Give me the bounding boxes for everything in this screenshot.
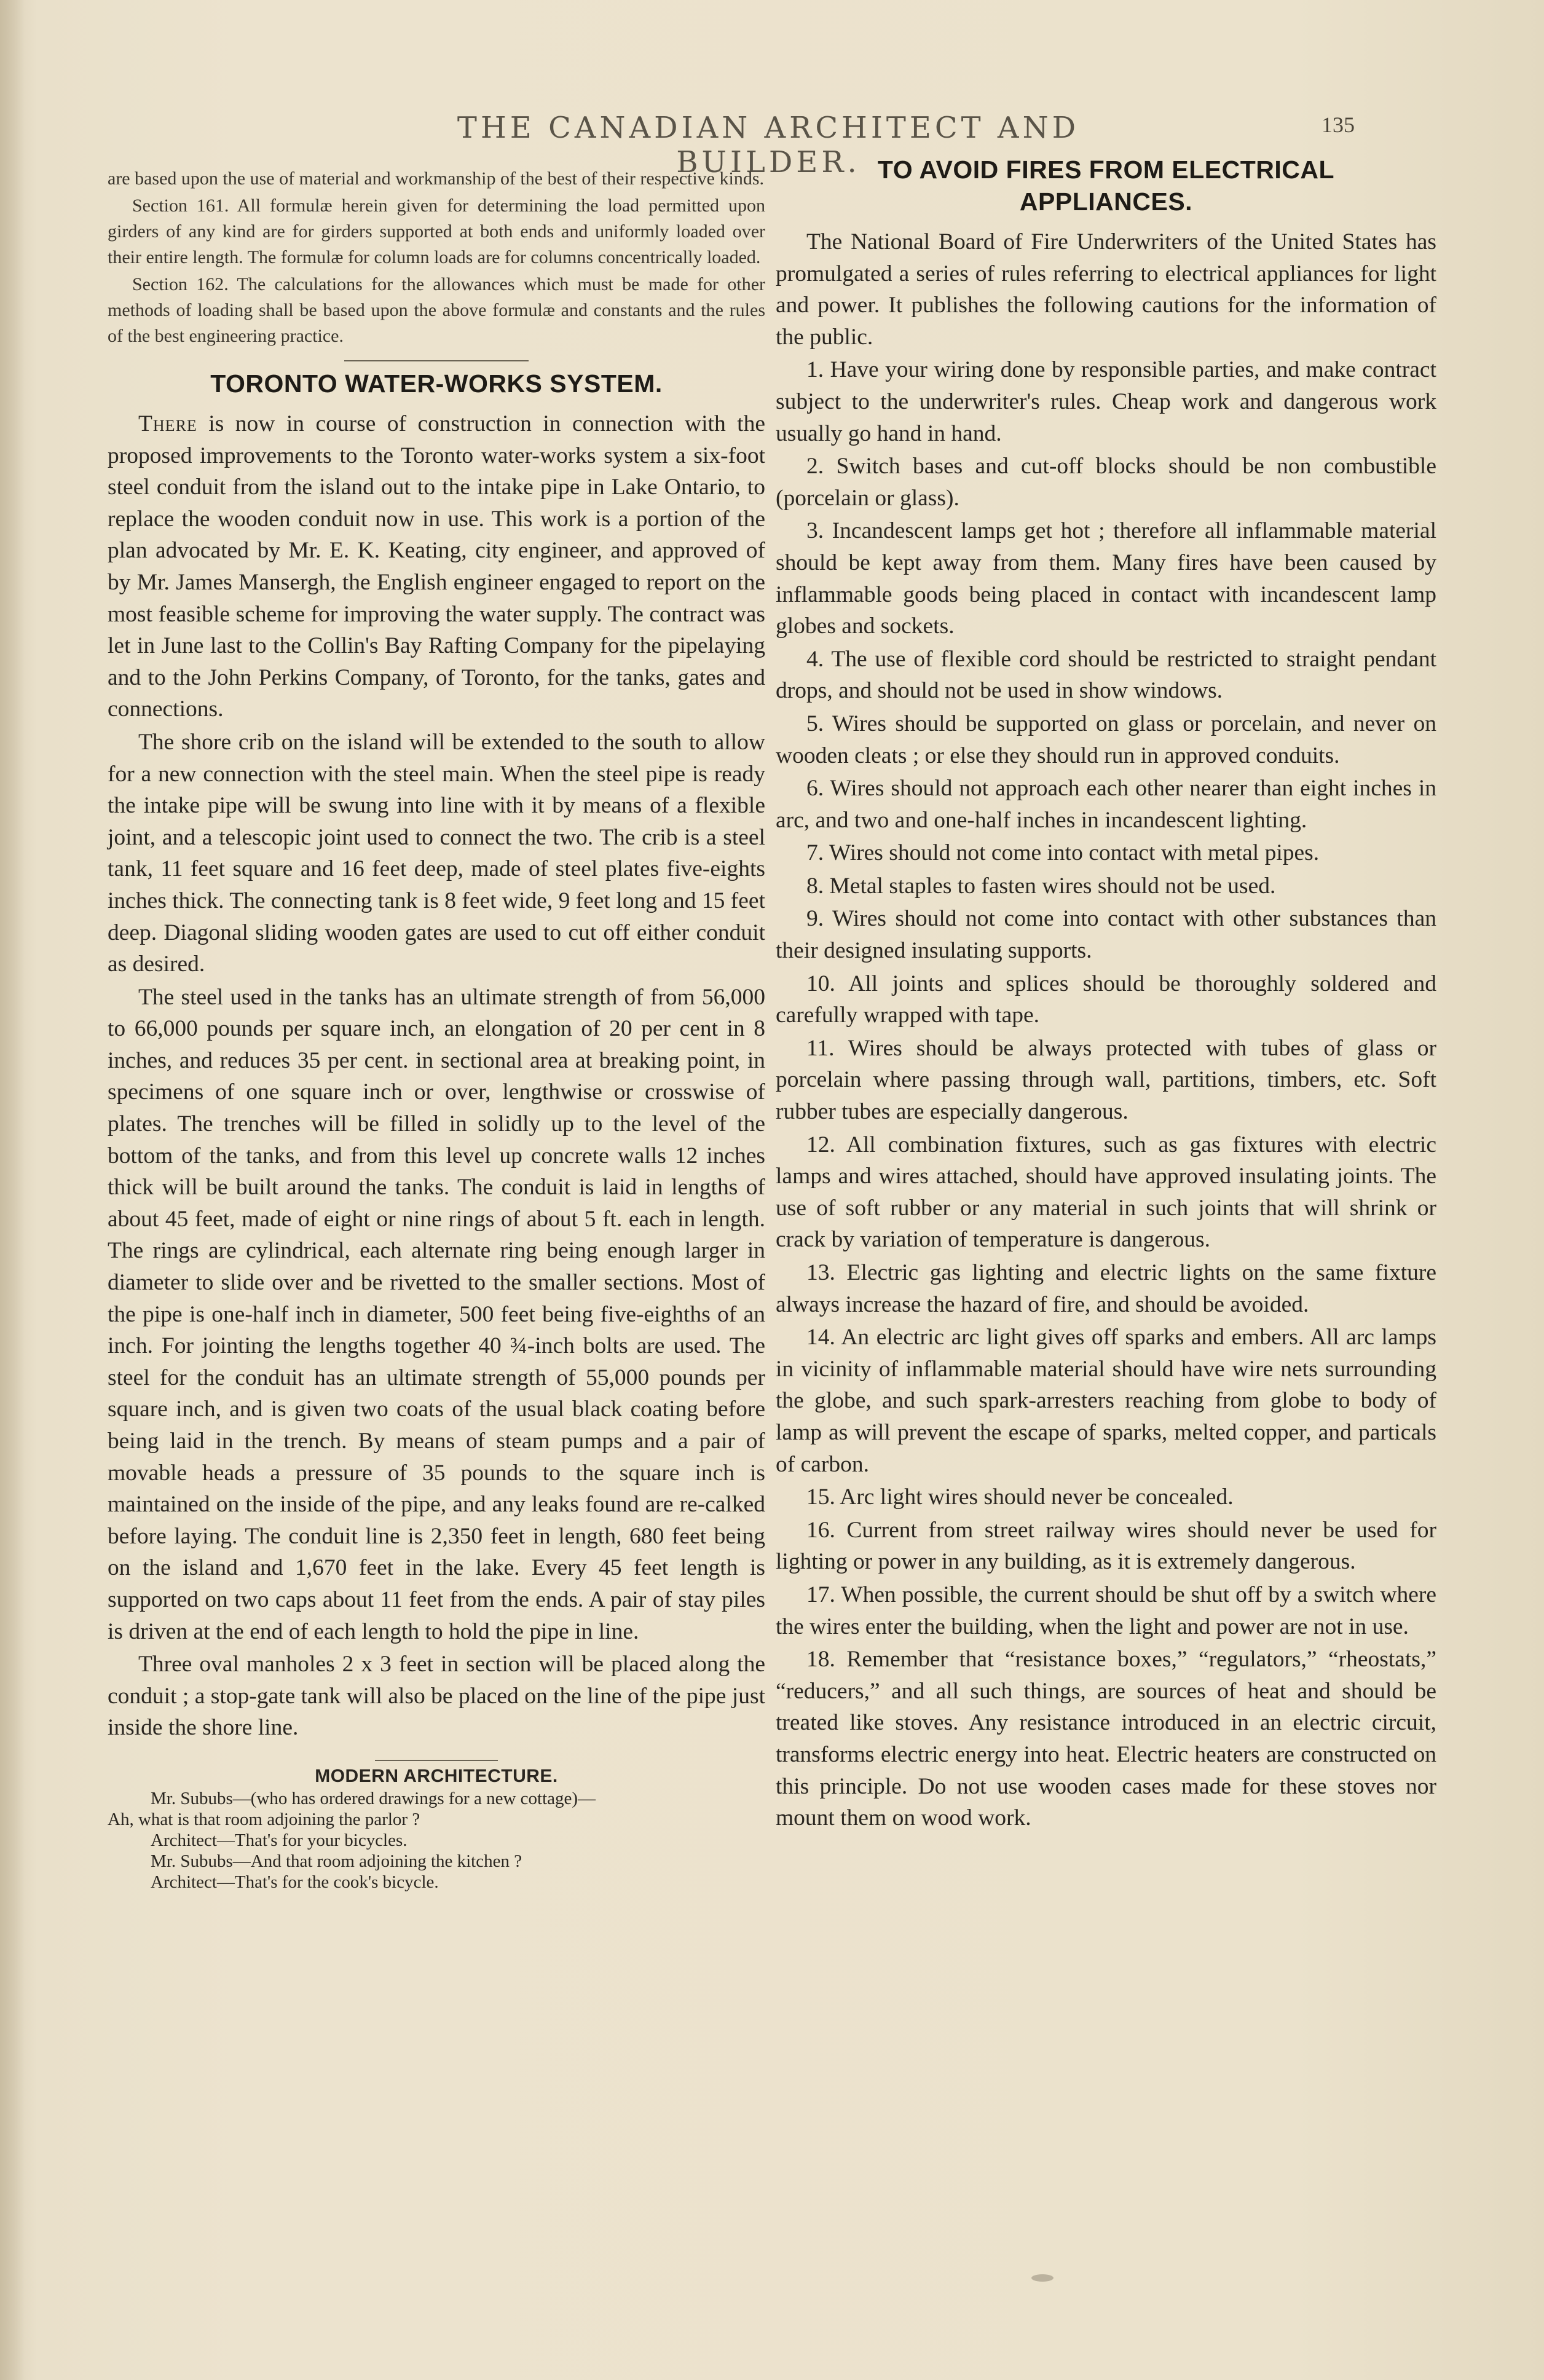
- dialogue-line: Architect—That's for the cook's bicycle.: [151, 1872, 439, 1892]
- waterworks-paragraph-3: The steel used in the tanks has an ultimate strength of from 56,000 to 66,000 pounds per square inch, an elongation of 20 per cent in 8 inches, and reduces 35 per cent. in sectional area at breaking point, in specimens of one square inch or over, lengthwise or crosswise of plates. The trenches will be filled in solidly up to the level of the bottom of the tanks, and from this level up concrete walls 12 inches thick will be built around the tanks. The conduit is laid in lengths of about 45 feet, made of eight or nine rings of about 5 ft. each in length. The rings are cylindrical, each alternate ring being enough larger in diameter to slide over and be rivetted to the smaller sections. Most of the pipe is one-half inch in diameter, 500 feet being five-eighths of an inch. For jointing the lengths together 40 ¾-inch bolts are used. The steel for the conduit has an ultimate strength of 55,000 pounds per square inch, and is given two coats of the usual black coating before being laid in the trench. By means of steam pumps and a pair of movable heads a pressure of 35 pounds to the square inch is maintained on the inside of the pipe, and any leaks found are re-calked before laying. The conduit line is 2,350 feet in length, 680 feet being on the island and 1,670 feet in the lake. Every 45 feet length is supported on two caps about 11 feet from the ends. A pair of stay piles is driven at the end of each length to hold the pipe in line.: [108, 984, 765, 1644]
- rule-item: 13. Electric gas lighting and electric lights on the same fixture always increase the hazard of fire, and should be avoided.: [776, 1260, 1436, 1317]
- rule-item: 6. Wires should not approach each other nearer than eight inches in arc, and two and one-half inches in incandescent lighting.: [776, 776, 1436, 833]
- left-column: [108, 166, 765, 1893]
- waterworks-title: TORONTO WATER-WORKS SYSTEM.: [210, 369, 663, 398]
- electrical-title-line-1: TO AVOID FIRES FROM ELECTRICAL: [877, 156, 1335, 184]
- dialogue-line: Mr. Sububs—(who has ordered drawings for a new cottage)—: [151, 1788, 596, 1808]
- rule-item: 9. Wires should not come into contact with other substances than their designed insulating supports.: [776, 906, 1436, 964]
- building-bylaw-continuation: [108, 166, 765, 349]
- waterworks-paragraph-4: Three oval manholes 2 x 3 feet in section will be placed along the conduit ; a stop-gate tank will also be placed on the line of the pipe just inside the shore line.: [108, 1652, 765, 1741]
- electrical-intro: The National Board of Fire Underwriters of the United States has promulgated a series of rules referring to electrical appliances for light and power. It publishes the following cautions for the information of the public.: [776, 229, 1436, 350]
- waterworks-paragraph-1: [108, 408, 765, 725]
- rule-item: 14. An electric arc light gives off sparks and embers. All arc lamps in vicinity of inflammable material should have wire nets surrounding the globe, and such spark-arresters reaching from globe to body of lamp as will prevent the escape of sparks, melted copper, and particals of carbon.: [776, 1325, 1436, 1477]
- rule-item: 2. Switch bases and cut-off blocks should be non combustible (porcelain or glass).: [776, 454, 1436, 511]
- rule-item: 1. Have your wiring done by responsible parties, and make contract subject to the underwriter's rules. Cheap work and dangerous work usually go hand in hand.: [776, 357, 1436, 446]
- electrical-fires-article: [776, 154, 1436, 1834]
- rule-item: 18. Remember that “resistance boxes,” “regulators,” “rheostats,” “reducers,” and all such things, are sources of heat and should be treated like stoves. Any resistance introduced in an electric circuit, transforms electric energy into heat. Electric heaters are constructed on this principle. Do not use wooden cases made for these stoves nor mount them on wood work.: [776, 1647, 1436, 1831]
- section-161-paragraph: Section 161. All formulæ herein given for determining the load permitted upon girders of any kind are for girders supported at both ends and uniformly loaded over their entire length. The formulæ for column loads are for columns concentrically loaded.: [108, 195, 765, 267]
- rule-item: 4. The use of flexible cord should be restricted to straight pendant drops, and should not be used in show windows.: [776, 646, 1436, 704]
- dialogue-line: Architect—That's for your bicycles.: [151, 1830, 408, 1850]
- right-column: [776, 154, 1436, 1835]
- electrical-body: [776, 226, 1436, 1834]
- section-162-paragraph: Section 162. The calculations for the allowances which must be made for other methods of loading shall be based upon the above formulæ and constants and the rules of the best engineering practice.: [108, 274, 765, 346]
- lead-word: There: [138, 411, 197, 436]
- section-divider: [344, 360, 529, 361]
- dialogue-line: Ah, what is that room adjoining the parlor ?: [108, 1809, 420, 1829]
- waterworks-article: [108, 368, 765, 1744]
- section-divider: [375, 1760, 498, 1761]
- rule-item: 3. Incandescent lamps get hot ; therefore all inflammable material should be kept away from them. Many fires have been caused by inflammable goods being placed in contact with incandescent lamp globes and sockets.: [776, 518, 1436, 639]
- rule-item: 15. Arc light wires should never be concealed.: [806, 1484, 1234, 1510]
- ink-smudge: [1031, 2274, 1054, 2282]
- rule-item: 5. Wires should be supported on glass or porcelain, and never on wooden cleats ; or else they should run in approved conduits.: [776, 711, 1436, 768]
- modern-architecture-piece: [108, 1766, 765, 1893]
- rule-item: 12. All combination fixtures, such as gas fixtures with electric lamps and wires attached, should have approved insulating joints. The use of soft rubber or any material in such joints that will shrink or crack by variation of temperature is dangerous.: [776, 1132, 1436, 1253]
- modern-architecture-title: MODERN ARCHITECTURE.: [315, 1765, 558, 1786]
- rule-item: 17. When possible, the current should be shut off by a switch where the wires enter the building, when the light and power are not in use.: [776, 1582, 1436, 1639]
- rule-item: 16. Current from street railway wires should never be used for lighting or power in any building, as it is extremely dangerous.: [776, 1517, 1436, 1575]
- electrical-title-line-2: APPLIANCES.: [1019, 187, 1193, 216]
- paragraph-text: is now in course of construction in connection with the proposed improvements to the Toronto water-works system a six-foot steel conduit from the island out to the intake pipe in Lake Ontario, to replace the wooden conduit now in use. This work is a portion of the plan advocated by Mr. E. K. Keating, city engineer, and approved of by Mr. James Mansergh, the English engineer engaged to report on the most feasible scheme for improving the water supply. The contract was let in June last to the Collin's Bay Rafting Company for the pipelaying and to the John Perkins Company, of Toronto, for the tanks, gates and connections.: [108, 411, 765, 722]
- rule-item: 11. Wires should be always protected with tubes of glass or porcelain where passing through wall, partitions, timbers, etc. Soft rubber tubes are especially dangerous.: [776, 1035, 1436, 1125]
- waterworks-paragraph-2: The shore crib on the island will be extended to the south to allow for a new connection with the steel main. When the steel pipe is ready the intake pipe will be swung into line with it by means of a flexible joint, and a telescopic joint used to connect the two. The crib is a steel tank, 11 feet square and 16 feet deep, made of steel plates five-eights inches thick. The connecting tank is 8 feet wide, 9 feet long and 15 feet deep. Diagonal sliding wooden gates are used to cut off either conduit as desired.: [108, 729, 765, 977]
- page-number: 135: [1321, 112, 1355, 137]
- rule-item: 7. Wires should not come into contact with metal pipes.: [806, 840, 1320, 866]
- binding-shadow: [0, 0, 25, 2380]
- dialogue: [108, 1788, 765, 1893]
- dialogue-line: Mr. Sububs—And that room adjoining the kitchen ?: [151, 1851, 522, 1871]
- rule-item: 10. All joints and splices should be thoroughly soldered and carefully wrapped with tape.: [776, 971, 1436, 1028]
- running-title: THE CANADIAN ARCHITECT AND BUILDER.: [457, 111, 1080, 179]
- waterworks-body: [108, 408, 765, 1744]
- rule-item: 8. Metal staples to fasten wires should not be used.: [806, 873, 1276, 899]
- intro-paragraph: are based upon the use of material and workmanship of the best of their respective kinds.: [108, 168, 765, 189]
